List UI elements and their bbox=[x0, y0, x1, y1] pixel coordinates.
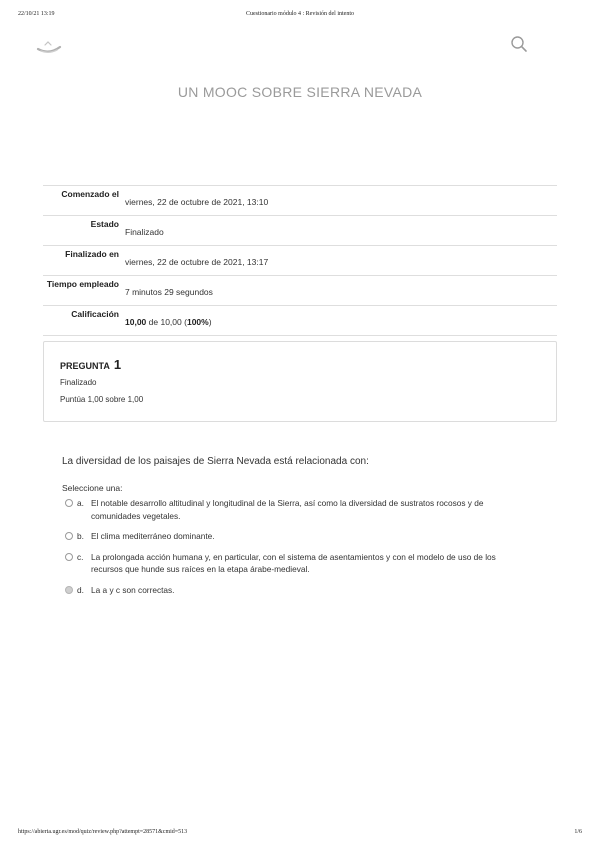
search-icon[interactable] bbox=[510, 35, 528, 53]
grade-value bbox=[125, 317, 212, 327]
print-page-title: Cuestionario módulo 4 : Revisión del intento bbox=[246, 11, 354, 17]
radio-button-selected[interactable] bbox=[65, 586, 73, 594]
summary-label: Finalizado en bbox=[65, 249, 119, 259]
summary-row-finished bbox=[43, 246, 557, 276]
summary-value: 7 minutos 29 segundos bbox=[125, 287, 213, 297]
option-text: El notable desarrollo altitudinal y longitudinal de la Sierra, así como la diversidad de sustratos rocosos y de comunidades vegetales. bbox=[91, 498, 484, 521]
print-footer bbox=[0, 829, 600, 839]
question-text: La diversidad de los paisajes de Sierra Nevada está relacionada con: bbox=[62, 456, 369, 467]
answer-option[interactable] bbox=[64, 584, 524, 597]
option-text: La a y c son correctas. bbox=[91, 584, 175, 595]
radio-button[interactable] bbox=[65, 553, 73, 561]
site-title[interactable]: UN MOOC SOBRE SIERRA NEVADA bbox=[177, 84, 423, 100]
option-letter: b. bbox=[77, 531, 84, 541]
question-number: 1 bbox=[113, 357, 122, 372]
summary-label: Estado bbox=[90, 219, 119, 229]
summary-row-grade bbox=[43, 306, 557, 336]
summary-value: viernes, 22 de octubre de 2021, 13:10 bbox=[125, 197, 269, 207]
summary-row-started bbox=[43, 186, 557, 216]
grade-percent: 100% bbox=[186, 317, 209, 327]
site-logo-icon[interactable] bbox=[36, 40, 62, 56]
print-datetime: 22/10/21 13:19 bbox=[18, 11, 55, 17]
radio-button[interactable] bbox=[65, 499, 73, 507]
question-heading-label: PREGUNTA bbox=[60, 361, 110, 371]
question-mark: Puntúa 1,00 sobre 1,00 bbox=[60, 395, 144, 404]
question-info-box bbox=[43, 341, 557, 422]
summary-label: Calificación bbox=[71, 309, 119, 319]
option-letter: d. bbox=[77, 584, 84, 595]
option-text: La prolongada acción humana y, en particular, con el sistema de asentamientos y con el modelo de uso de los recursos que hunde sus raíces en la etapa árabe-medieval. bbox=[91, 551, 496, 574]
radio-button[interactable] bbox=[65, 532, 73, 540]
summary-row-time-taken bbox=[43, 276, 557, 306]
print-page-number: 1/6 bbox=[574, 829, 582, 835]
option-letter: a. bbox=[77, 498, 84, 508]
option-text: El clima mediterráneo dominante. bbox=[91, 531, 215, 541]
grade-paren-close: ) bbox=[208, 317, 212, 327]
grade-max: de 10,00 bbox=[148, 317, 182, 327]
summary-value: viernes, 22 de octubre de 2021, 13:17 bbox=[125, 257, 269, 267]
grade-paren-open: ( bbox=[184, 317, 187, 327]
option-letter: c. bbox=[77, 551, 84, 562]
summary-label: Tiempo empleado bbox=[46, 279, 119, 289]
question-state: Finalizado bbox=[60, 378, 97, 387]
answer-option[interactable] bbox=[64, 530, 524, 543]
summary-row-state bbox=[43, 216, 557, 246]
print-header bbox=[0, 11, 600, 21]
answer-option[interactable] bbox=[64, 497, 524, 522]
attempt-summary-table bbox=[43, 185, 557, 336]
answer-prompt: Seleccione una: bbox=[62, 483, 123, 493]
print-url: https://abierta.ugr.es/mod/quiz/review.php?attempt=28571&cmid=513 bbox=[18, 829, 188, 835]
grade-score: 10,00 bbox=[125, 317, 147, 327]
answer-options bbox=[64, 497, 524, 604]
summary-label: Comenzado el bbox=[61, 189, 119, 199]
question-heading bbox=[60, 357, 121, 372]
answer-option[interactable] bbox=[64, 551, 524, 576]
summary-value: Finalizado bbox=[125, 227, 164, 237]
